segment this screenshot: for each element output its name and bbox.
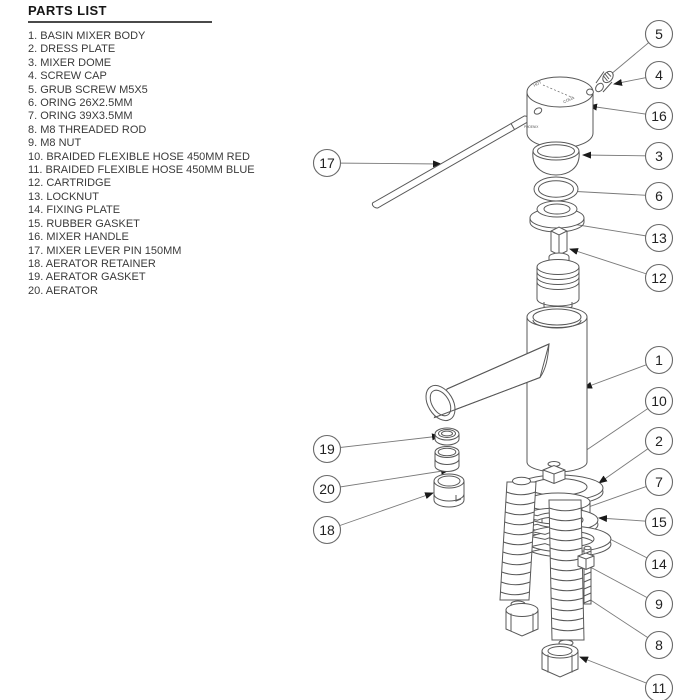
screw-cap-grub-screw-parts: [587, 69, 616, 95]
parts-list-item: 17. MIXER LEVER PIN 150MM: [28, 244, 182, 257]
locknut-part: [530, 201, 584, 232]
callout-6: [646, 183, 673, 210]
svg-text:11: 11: [651, 680, 667, 696]
callouts: [314, 21, 673, 700]
callout-14: [646, 551, 673, 578]
callout-10: [646, 388, 673, 415]
parts-list-item: 13. LOCKNUT: [28, 190, 99, 203]
callout-1: [646, 347, 673, 374]
parts-list-item: 10. BRAIDED FLEXIBLE HOSE 450MM RED: [28, 150, 250, 163]
parts-list-item: 20. AERATOR: [28, 284, 98, 297]
parts-list-item: 12. CARTRIDGE: [28, 177, 111, 190]
svg-text:5: 5: [655, 26, 663, 42]
callout-5: [646, 21, 673, 48]
handle-brand-label: PHOENIX: [524, 125, 539, 129]
leader-lines: [327, 34, 659, 688]
aerator-part: [435, 447, 459, 472]
svg-text:17: 17: [319, 155, 335, 171]
callout-15: [646, 509, 673, 536]
mixer-lever-pin-part: [372, 116, 529, 208]
svg-text:8: 8: [655, 637, 663, 653]
callout-12: [646, 265, 673, 292]
mixer-handle-part: [524, 77, 593, 148]
parts-list-item: 4. SCREW CAP: [28, 70, 107, 83]
svg-text:2: 2: [655, 433, 663, 449]
svg-text:13: 13: [651, 230, 667, 246]
mixer-dome-part: [533, 142, 579, 175]
callout-18: [314, 517, 341, 544]
parts-list-item: 15. RUBBER GASKET: [28, 217, 140, 230]
svg-text:19: 19: [319, 441, 335, 457]
callout-20: [314, 476, 341, 503]
parts-list-item: 8. M8 THREADED ROD: [28, 123, 147, 136]
callout-8: [646, 632, 673, 659]
aerator-gasket-part: [435, 428, 459, 445]
callout-9: [646, 591, 673, 618]
callout-2: [646, 428, 673, 455]
parts-list-item: 14. FIXING PLATE: [28, 204, 121, 217]
svg-text:7: 7: [655, 474, 663, 490]
callout-11: [646, 675, 673, 700]
callout-7: [646, 469, 673, 496]
parts-list-item: 11. BRAIDED FLEXIBLE HOSE 450MM BLUE: [28, 164, 255, 177]
svg-text:4: 4: [655, 67, 663, 83]
svg-text:15: 15: [651, 514, 667, 530]
svg-text:18: 18: [319, 522, 335, 538]
svg-text:12: 12: [651, 270, 667, 286]
m8-nut-part: [578, 553, 594, 570]
callout-3: [646, 143, 673, 170]
svg-text:6: 6: [655, 188, 663, 204]
parts-list-item: 9. M8 NUT: [28, 137, 82, 150]
svg-text:16: 16: [651, 108, 667, 124]
svg-text:14: 14: [651, 556, 667, 572]
callout-17: [314, 150, 341, 177]
svg-text:9: 9: [655, 596, 663, 612]
svg-text:3: 3: [655, 148, 663, 164]
parts-list-item: 3. MIXER DOME: [28, 56, 112, 69]
braided-hose-red-part: [500, 477, 538, 636]
parts-list-item: 18. AERATOR RETAINER: [28, 257, 156, 270]
callout-16: [646, 103, 673, 130]
aerator-retainer-part: [434, 474, 464, 507]
handle-hot-label: HOT: [532, 79, 543, 88]
svg-text:20: 20: [319, 481, 335, 497]
parts-list-item: 2. DRESS PLATE: [28, 43, 116, 56]
svg-text:10: 10: [651, 393, 667, 409]
parts-list-item: 6. ORING 26X2.5MM: [28, 97, 133, 110]
parts-list-item: 7. ORING 39X3.5MM: [28, 110, 133, 123]
callout-19: [314, 436, 341, 463]
handle-cold-label: COLD: [562, 94, 575, 105]
parts-list-item: 5. GRUB SCREW M5X5: [28, 83, 148, 96]
parts-list-item: 19. AERATOR GASKET: [28, 271, 146, 284]
parts-list-item: 1. BASIN MIXER BODY: [28, 30, 146, 42]
cartridge-part: [537, 227, 579, 310]
svg-text:1: 1: [655, 352, 663, 368]
callout-13: [646, 225, 673, 252]
callout-4: [646, 62, 673, 89]
parts-list-item: 16. MIXER HANDLE: [28, 231, 129, 244]
oring-26-part: [534, 177, 578, 201]
parts-list-title: PARTS LIST: [28, 3, 212, 23]
